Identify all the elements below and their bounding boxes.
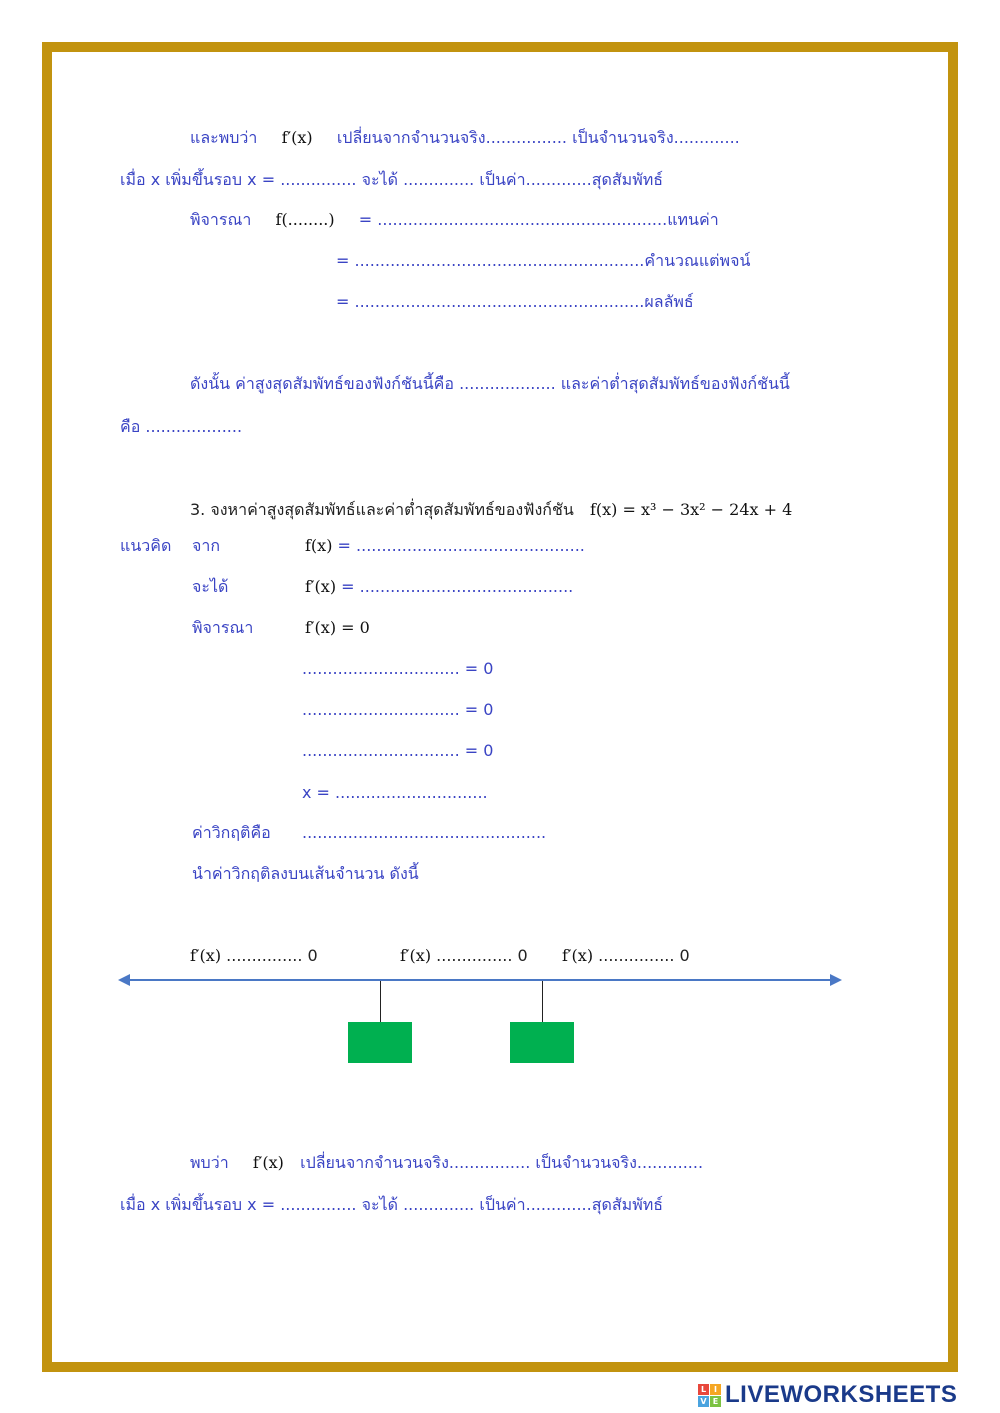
text-consider: พิจารณา <box>190 210 252 229</box>
interval-2-f: f′(x) <box>400 946 432 965</box>
liveworksheets-logo[interactable] <box>698 1380 957 1410</box>
block1-line4: = .........................................................คำนวณแต่พจน์ <box>336 251 751 270</box>
block1-line2: เมื่อ x เพิ่มขึ้นรอบ x = ............... จะได้ .............. เป็นค่า.............สุดสัมพัทธ์ <box>120 170 664 189</box>
place-on-line-text: นำค่าวิกฤติลงบนเส้นจำนวน ดังนี้ <box>192 864 419 883</box>
critical-tick-1 <box>380 981 381 1023</box>
critical-label: ค่าวิกฤติคือ <box>192 823 271 842</box>
f-of-x: f(x) <box>305 536 333 555</box>
function-blank: f(........) <box>275 210 335 229</box>
equation-line-1: ............................... = 0 <box>302 659 494 678</box>
equation-line-2: ............................... = 0 <box>302 700 494 719</box>
concept-label: แนวคิด <box>120 536 172 555</box>
get-expression <box>305 577 573 597</box>
from-label: จาก <box>192 536 221 555</box>
block1-line3 <box>190 210 719 230</box>
block1-line5: = .........................................................ผลลัพธ์ <box>336 292 694 311</box>
critical-value-input-1[interactable] <box>348 1022 412 1063</box>
from-blank: = ............................................. <box>337 536 585 555</box>
interval-3-sign <box>562 946 690 966</box>
get-label: จะได้ <box>192 577 229 596</box>
number-line <box>120 979 840 981</box>
logo-text: LIVEWORKSHEETS <box>725 1381 958 1408</box>
change-sign-text-2: เปลี่ยนจากจำนวนจริง................ เป็นจำนวนจริง............. <box>300 1153 704 1172</box>
question-formula: f(x) = x³ − 3x² − 24x + 4 <box>589 500 793 519</box>
interval-2-blank: ............... 0 <box>436 946 528 965</box>
x-equals-line: x = .............................. <box>302 783 488 802</box>
text-found: พบว่า <box>190 1153 229 1172</box>
block2-line1: ดังนั้น ค่าสูงสุดสัมพัทธ์ของฟังก์ชันนี้คือ ................... และค่าต่ำสุดสัมพัทธ์ของฟังก์ชันนี้ <box>190 374 790 393</box>
number-line-right-arrow <box>830 974 842 986</box>
equation-line-3: ............................... = 0 <box>302 741 494 760</box>
interval-3-f: f′(x) <box>562 946 594 965</box>
substitute-line: = .........................................................แทนค่า <box>358 210 719 229</box>
derivative-symbol-2: f′(x) <box>252 1153 284 1172</box>
derivative-symbol: f′(x) <box>281 128 313 147</box>
logo-mark-icon: L I V E <box>698 1384 721 1407</box>
change-sign-text: เปลี่ยนจากจำนวนจริง................ เป็นจำนวนจริง............. <box>336 128 740 147</box>
interval-1-f: f′(x) <box>190 946 222 965</box>
get-blank: = .......................................... <box>341 577 574 596</box>
critical-blank: ................................................ <box>302 823 547 842</box>
consider-label: พิจารณา <box>192 618 254 637</box>
interval-1-blank: ............... 0 <box>226 946 318 965</box>
f-prime-of-x: f′(x) <box>305 577 337 596</box>
critical-tick-2 <box>542 981 543 1023</box>
interval-2-sign <box>400 946 528 966</box>
derivative-zero: f′(x) = 0 <box>305 618 370 637</box>
text-and-found: และพบว่า <box>190 128 258 147</box>
critical-value-input-2[interactable] <box>510 1022 574 1063</box>
interval-1-sign <box>190 946 318 966</box>
block1-line1 <box>190 128 740 148</box>
from-expression <box>305 536 585 556</box>
block2-line2: คือ ................... <box>120 417 243 436</box>
question-3 <box>190 500 792 520</box>
question-text: 3. จงหาค่าสูงสุดสัมพัทธ์และค่าต่ำสุดสัมพัทธ์ของฟังก์ชัน <box>190 500 574 519</box>
interval-3-blank: ............... 0 <box>598 946 690 965</box>
block3-line2: เมื่อ x เพิ่มขึ้นรอบ x = ............... จะได้ .............. เป็นค่า.............สุดสัมพัทธ์ <box>120 1195 664 1214</box>
block3-line1 <box>190 1153 703 1173</box>
